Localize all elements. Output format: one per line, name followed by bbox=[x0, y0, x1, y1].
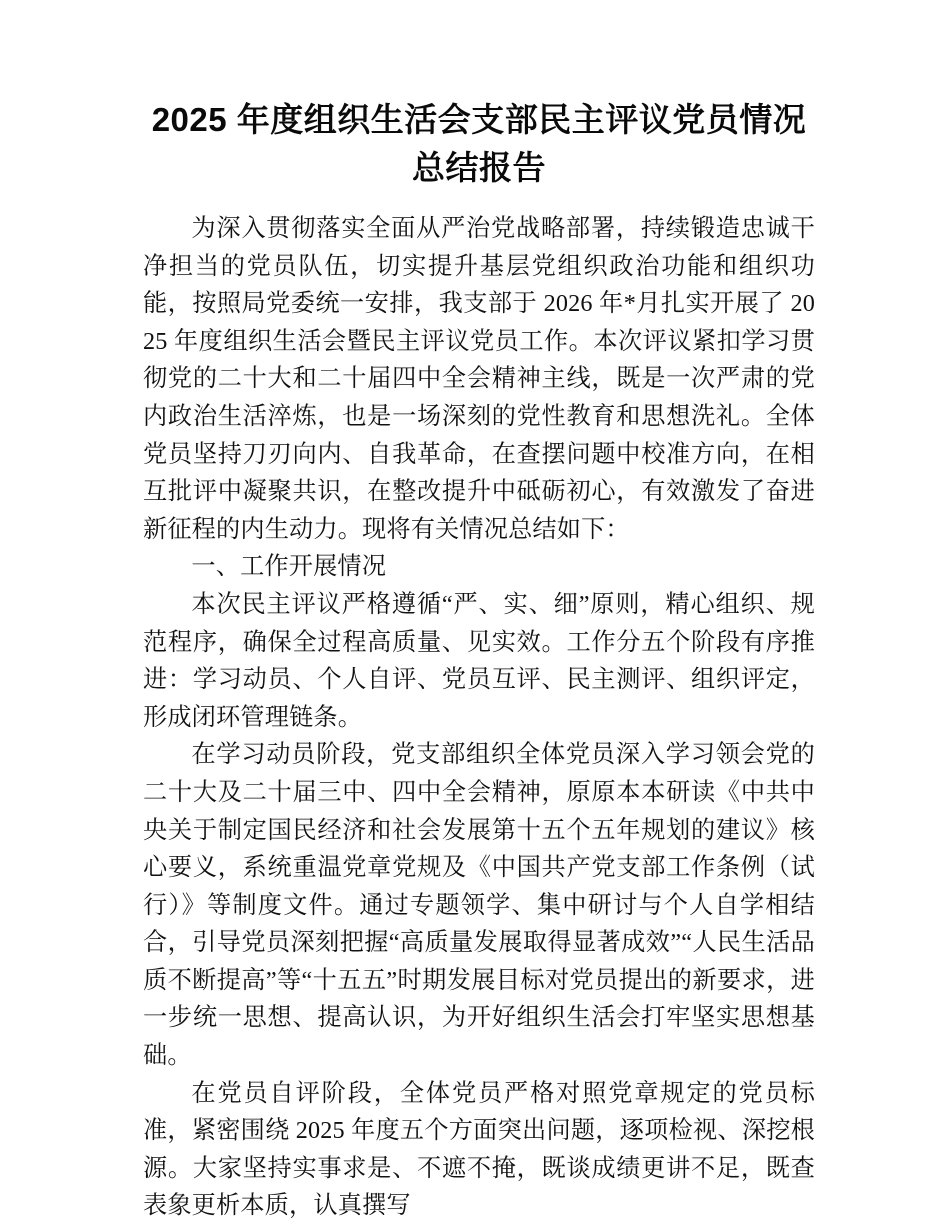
paragraph-section-1-p3: 在党员自评阶段，全体党员严格对照党章规定的党员标准，紧密围绕 2025 年度五个方面突出问题，逐项检视、深挖根源。大家坚持实事求是、不遮不掩，既谈成绩更讲不足，既查表象更析本质，认真撰写 bbox=[143, 1079, 815, 1220]
page-title: 2025 年度组织生活会支部民主评议党员情况总结报告 bbox=[151, 101, 807, 186]
paragraph-intro: 为深入贯彻落实全面从严治党战略部署，持续锻造忠诚干净担当的党员队伍，切实提升基层党组织政治功能和组织功能，按照局党委统一安排，我支部于 2026 年*月扎实开展了 2025 年度组织生活会暨民主评议党员工作。本次评议紧扣学习贯彻党的二十大和二十届四中全会精神主线，既是一次严肃的党内政治生活淬炼，也是一场深刻的党性教育和思想洗礼。全体党员坚持刀刃向内、自我革命，在查摆问题中校准方向，在相互批评中凝聚共识，在整改提升中砥砺初心，有效激发了奋进新征程的内生动力。现将有关情况总结如下： bbox=[143, 215, 815, 543]
section-heading-1: 一、工作开展情况 bbox=[191, 553, 387, 581]
paragraph-section-1-p1: 本次民主评议严格遵循“严、实、细”原则，精心组织、规范程序，确保全过程高质量、见实效。工作分五个阶段有序推进：学习动员、个人自评、党员互评、民主测评、组织评定，形成闭环管理链条。 bbox=[143, 590, 815, 731]
paragraph-section-1-p2: 在学习动员阶段，党支部组织全体党员深入学习领会党的二十大及二十届三中、四中全会精神，原原本本研读《中共中央关于制定国民经济和社会发展第十五个五年规划的建议》核心要义，系统重温党章党规及《中国共产党支部工作条例（试行）》等制度文件。通过专题领学、集中研讨与个人自学相结合，引导党员深刻把握“高质量发展取得显著成效”“人民生活品质不断提高”等“十五五”时期发展目标对党员提出的新要求，进一步统一思想、提高认识，为开好组织生活会打牢坚实思想基础。 bbox=[143, 741, 815, 1070]
document-content bbox=[143, 96, 815, 1225]
